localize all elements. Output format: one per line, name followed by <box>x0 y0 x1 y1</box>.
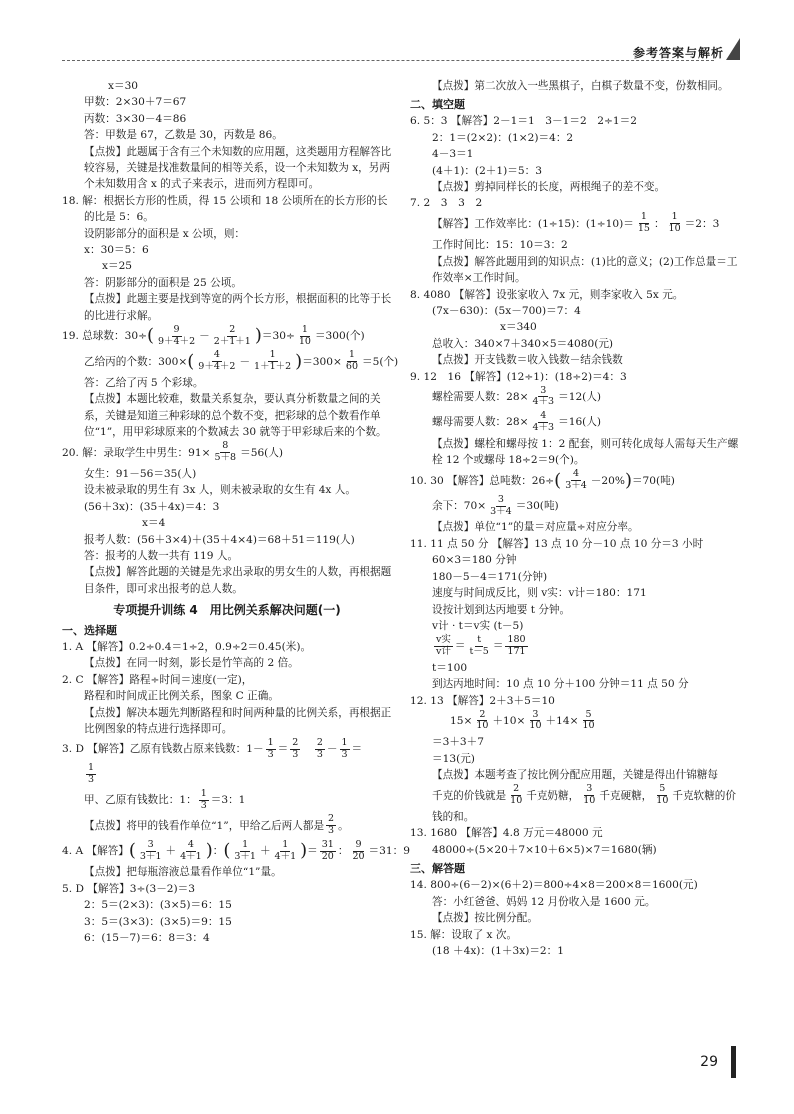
left-column <box>62 78 410 946</box>
header-rule <box>62 60 714 61</box>
numerator: 8 <box>222 440 229 452</box>
question-3-result <box>62 763 392 788</box>
question-10-total <box>410 469 740 494</box>
operator: － <box>199 330 210 343</box>
denominator: 4＋1 <box>274 850 297 862</box>
fraction <box>508 784 524 807</box>
formula-text: 3. D 【解答】乙原有钱数占原来钱数：1－ <box>62 743 264 756</box>
text-line: 【点拨】剪掉同样长的长度，两根绳子的差不变。 <box>432 181 666 194</box>
text-line: 5. D 【解答】3÷(3－2)＝3 <box>62 882 196 895</box>
text-line: (7x－630)：(5x－700)＝7：4 <box>432 304 581 317</box>
numerator: 3 <box>147 838 154 850</box>
denominator: 1＋1＋2 <box>254 361 292 373</box>
text-line: 答：甲数是 67，乙数是 30，丙数是 86。 <box>84 129 283 142</box>
fraction <box>667 212 683 235</box>
text-line: x：30＝5：6 <box>84 244 149 257</box>
formula-text: 乙给丙的个数：300× <box>84 355 188 368</box>
paren-close: ) <box>300 840 308 861</box>
fraction <box>273 840 299 863</box>
text-line: 设未被录取的男生有 3x 人，则未被录取的女生有 4x 人。 <box>84 484 356 497</box>
right-column <box>410 78 740 959</box>
paren-open: ( <box>128 840 136 861</box>
text-line: ＝3＋3＋7 <box>432 736 485 749</box>
text-line: x＝4 <box>142 517 166 530</box>
numerator: 1 <box>269 349 276 361</box>
formula-text: ＝31：9 <box>368 845 410 857</box>
fraction <box>505 635 527 658</box>
numerator: 1 <box>88 762 95 774</box>
operator: ＋ <box>165 845 177 857</box>
text-line: x＝340 <box>500 321 537 334</box>
denominator: 9＋4＋2 <box>198 361 236 373</box>
text-line: 【点拨】按比例分配。 <box>432 912 538 925</box>
text-line: 【点拨】把每瓶溶液总量看作单位“1”量。 <box>84 866 282 879</box>
text-line: 女生：91－56＝35(人) <box>84 467 197 480</box>
fraction <box>563 469 589 492</box>
text-line: 工作时间比：15：10＝3：2 <box>432 239 568 252</box>
numerator: 5 <box>585 708 592 720</box>
question-3 <box>62 737 392 762</box>
question-3-hint <box>62 814 392 839</box>
fraction <box>315 738 325 761</box>
numerator: 3 <box>532 708 539 720</box>
fraction <box>232 840 258 863</box>
text-line: (56＋3x)：(35＋4x)＝4：3 <box>84 500 220 513</box>
fraction <box>580 710 596 733</box>
fraction <box>290 738 300 761</box>
operator: ＝ <box>277 743 289 756</box>
formula-text: ＝70(吨) <box>631 474 675 487</box>
text-line: 11. 11 点 50 分 【解答】13 点 10 分－10 点 10 分＝3 小时 <box>410 537 704 550</box>
formula-text: ＝56(人) <box>240 446 284 459</box>
text-line: 7. 2 3 3 2 <box>410 197 483 210</box>
denominator: 4＋1 <box>180 850 202 862</box>
text-line: 1. A 【解答】0.2÷0.4＝1÷2，0.9÷2＝0.45(米)。 <box>62 640 312 653</box>
text-line: 12. 13 【解答】2＋3＋5＝10 <box>410 694 555 707</box>
text-line: 15. 解：设取了 x 次。 <box>410 928 518 941</box>
operator: ＝ <box>307 845 318 857</box>
header-title: 参考答案与解析 <box>632 46 724 60</box>
text-line: 2：1＝(2×2)：(1×2)＝4：2 <box>432 131 574 144</box>
text-line: 答：小红爸爸、妈妈 12 月份收入是 1600 元。 <box>432 895 656 908</box>
page-bar <box>731 1046 736 1078</box>
fraction <box>266 738 276 761</box>
denominator: 3＋1 <box>234 850 256 862</box>
text-line: 6：(15－7)＝6：8＝3：4 <box>84 932 210 945</box>
denominator: 3＋4 <box>565 480 587 492</box>
numerator: 1 <box>242 838 249 850</box>
numerator: 4 <box>213 349 220 361</box>
operator: ： <box>653 217 665 230</box>
operator: － <box>239 355 251 368</box>
numerator: 2 <box>229 323 236 335</box>
text-line: 8. 4080 【解答】设张家收入 7x 元，则李家收入 5x 元。 <box>410 288 684 301</box>
question-12-hint <box>410 784 740 809</box>
formula-text: －20% <box>590 474 625 487</box>
numerator: 1 <box>341 736 348 748</box>
formula-text: 千克奶糖， <box>526 789 580 802</box>
text-line: 【点拨】在同一时刻，影长是竹竿高的 2 倍。 <box>84 657 299 670</box>
numerator: 2 <box>479 708 486 720</box>
question-9-nuts <box>410 410 740 435</box>
numerator: 31 <box>321 838 334 850</box>
paren-open: ( <box>146 325 154 347</box>
text-line: 13. 1680 【解答】4.8 万元＝48000 元 <box>410 827 603 840</box>
denominator: 3 <box>88 774 95 786</box>
text-line: 【点拨】本题考查了按比例分配应用题，关键是得出什锦糖每 <box>432 769 719 782</box>
fraction <box>212 325 253 348</box>
formula-text: ＝16(人) <box>558 416 602 429</box>
formula-text: ＝30(吨) <box>515 500 559 513</box>
denominator: 3 <box>341 748 348 760</box>
paren-close: ) <box>295 350 303 372</box>
question-18: 18. 解：根据长方形的性质，得 15 公顷和 18 公顷所在的长方形的长的比是 5：6。 <box>62 194 388 224</box>
section-title: 专项提升训练 4 用比例关系解决问题(一) <box>113 603 341 618</box>
heading-fill: 二、填空题 <box>410 98 465 112</box>
text-line: 设阴影部分的面积是 x 公顷，则： <box>84 227 246 240</box>
formula-text: ＝300× <box>302 355 342 368</box>
text-line: t＝100 <box>432 661 468 674</box>
text-line: 3：5＝(3×3)：(3×5)＝9：15 <box>84 915 232 928</box>
paren-close: ) <box>205 840 213 861</box>
denominator: 15 <box>637 223 650 235</box>
numerator: 5 <box>659 783 666 795</box>
text-line: 报考人数：(56＋3×4)＋(35＋4×4)＝68＋51＝119(人) <box>84 533 355 546</box>
formula-text: 10. 30 【解答】总吨数：26÷ <box>410 474 555 487</box>
formula-text: 甲、乙原有钱数比：1： <box>84 794 197 807</box>
denominator: 9＋4＋2 <box>157 335 196 347</box>
fraction <box>213 441 239 464</box>
fraction <box>474 710 490 733</box>
formula-text: ＝2：3 <box>684 217 720 230</box>
numerator: 2 <box>513 783 520 795</box>
text-line: 丙数：3×30－4＝86 <box>84 112 187 125</box>
denominator: 60 <box>345 361 358 373</box>
denominator: 20 <box>321 850 334 862</box>
numerator: 1 <box>640 211 647 223</box>
fraction <box>636 212 652 235</box>
question-9-bolts <box>410 385 740 410</box>
fraction <box>199 789 209 812</box>
paren-open: ( <box>223 840 231 861</box>
fraction <box>350 840 366 863</box>
text-line: ＝13(元) <box>432 752 475 765</box>
numerator: 4 <box>540 409 547 421</box>
hint-paragraph: 【点拨】本题比较难，数量关系复杂，要认真分析数量之间的关系，关键是知道三种彩球的总个数不变，把彩球的总个数看作单位“1”，用甲彩球原来的个数减去 30 就等于甲彩球后来的个数。 <box>84 393 387 439</box>
formula-text: ＝300(个) <box>314 330 365 343</box>
heading-choice: 一、选择题 <box>62 623 117 637</box>
paren-open: ( <box>187 350 195 372</box>
numerator: 1 <box>348 349 355 361</box>
numerator: v实 <box>436 633 451 645</box>
numerator: 3 <box>540 384 547 396</box>
text-line: 甲数：2×30＋7＝67 <box>84 96 187 109</box>
formula-text: 螺栓需要人数：28× <box>432 390 529 403</box>
question-7-efficiency <box>410 212 740 237</box>
denominator: 4＋3 <box>532 396 555 408</box>
fraction <box>138 840 164 863</box>
fraction <box>320 840 336 863</box>
formula-text: ＝12(人) <box>558 390 602 403</box>
question-4 <box>62 838 410 864</box>
denominator: 10 <box>510 795 523 807</box>
text-line: x＝25 <box>102 260 133 273</box>
operator: ＝ <box>492 640 504 653</box>
fraction <box>434 635 453 658</box>
paren-close: ) <box>254 325 262 347</box>
formula-text: ＝3：1 <box>210 794 246 807</box>
text-line: 答：乙给了丙 5 个彩球。 <box>84 376 204 389</box>
denominator: 20 <box>352 850 365 862</box>
text-line: 180－5－4＝171(分钟) <box>432 570 548 583</box>
text-line: 2. C 【解答】路程÷时间＝速度(一定)， <box>62 673 253 686</box>
formula-text: 千克的价钱就是 <box>432 789 507 802</box>
fraction <box>654 784 670 807</box>
operator: ＝ <box>454 640 466 653</box>
numerator: 1 <box>282 838 289 850</box>
fraction <box>488 495 514 518</box>
fraction <box>86 763 96 786</box>
operator: － <box>326 743 338 756</box>
denominator: 4＋3 <box>532 421 555 433</box>
denominator: t－5 <box>469 645 489 657</box>
denominator: 2＋1＋1 <box>213 335 251 347</box>
numerator: 180 <box>507 633 526 645</box>
question-11-proportion <box>410 634 740 659</box>
formula-text: 。 <box>338 819 349 832</box>
operator: ： <box>337 845 349 857</box>
denominator: 3 <box>316 748 323 760</box>
denominator: 3 <box>328 825 335 837</box>
denominator: 171 <box>507 645 526 657</box>
text-line: 路程和时间成正比例关系，图象 C 正确。 <box>84 690 279 703</box>
text-line: 到达丙地时间：10 点 10 分＋100 分钟＝11 点 50 分 <box>432 678 689 691</box>
text-line: 总收入：340×7＋340×5＝4080(元) <box>432 337 614 350</box>
fraction <box>531 411 557 434</box>
question-10-rest <box>410 494 740 519</box>
text-line: 设按计划到达丙地要 t 分钟。 <box>432 603 571 616</box>
fraction <box>581 784 597 807</box>
numerator: 1 <box>301 323 308 335</box>
formula-text: 【点拨】将甲的钱看作单位“1”，甲给乙后两人都是 <box>84 819 325 832</box>
numerator: 1 <box>200 787 207 799</box>
fraction <box>252 350 293 373</box>
fraction <box>297 325 313 348</box>
formula-text: 螺母需要人数：28× <box>432 416 529 429</box>
text-line: x＝30 <box>108 80 139 92</box>
formula-text: ＋10× <box>492 714 526 727</box>
question-20 <box>62 441 392 466</box>
text-line: v计 · t＝v实 (t－5) <box>432 619 524 632</box>
formula-text: 20. 解：录取学生中男生：91× <box>62 446 211 459</box>
text-line: (18 ＋4x)：(1＋3x)＝2：1 <box>432 944 564 957</box>
numerator: 2 <box>316 736 323 748</box>
fraction <box>178 840 204 863</box>
question-3-ratio <box>62 788 392 813</box>
denominator: 10 <box>583 795 596 807</box>
numerator: t <box>477 633 482 645</box>
formula-text: ＝30÷ <box>261 330 295 343</box>
hint-paragraph: 【点拨】此题主要是找到等宽的两个长方形，根据面积的比等于长的比进行求解。 <box>84 293 392 322</box>
hint-paragraph: 【点拨】此题属于含有三个未知数的应用题，这类题用方程解答比较容易，关键是找准数量间的相等关系，设一个未知数为 x，另两个未知数用含 x 的式子来表示，进而列方程即可。 <box>84 145 392 191</box>
formula-text: 15× <box>450 714 473 727</box>
text-line: 答：阴影部分的面积是 25 公顷。 <box>84 276 242 289</box>
paren-close: ) <box>624 469 632 491</box>
fraction <box>156 325 197 348</box>
numerator: 3 <box>586 783 593 795</box>
text-line: 答：报考的人数一共有 119 人。 <box>84 550 239 563</box>
formula-text: 【解答】工作效率比：(1÷15)：(1÷10)＝ <box>432 217 634 230</box>
fraction <box>340 738 350 761</box>
operator: ＝ <box>351 743 363 756</box>
numerator: 2 <box>292 736 299 748</box>
text-line: 【点拨】开支钱数＝收入钱数－结余钱数 <box>432 354 623 367</box>
text-line: 14. 800÷(6－2)×(6＋2)＝800÷4×8＝200×8＝1600(元) <box>410 879 698 892</box>
text-line: 钱的和。 <box>432 811 475 824</box>
denominator: 10 <box>582 720 595 732</box>
formula-text: ＝5(个) <box>362 355 399 368</box>
fraction <box>326 814 336 837</box>
text-line: (4＋1)：(2＋1)＝5：3 <box>432 164 542 177</box>
heading-solve: 三、解答题 <box>410 862 465 876</box>
numerator: 3 <box>497 493 504 505</box>
fraction <box>344 350 360 373</box>
page-number: 29 <box>700 1054 718 1070</box>
numerator: 2 <box>328 813 335 825</box>
operator: ＋ <box>259 845 271 857</box>
text-line: 速度与时间成反比，则 v实：v计＝180：171 <box>432 587 647 600</box>
spacer <box>302 743 313 755</box>
hint-paragraph: 【点拨】解答此题用到的知识点：(1)比的意义；(2)工作总量＝工作效率×工作时间。 <box>432 255 738 285</box>
denominator: 10 <box>656 795 669 807</box>
denominator: 3 <box>292 748 299 760</box>
text-line: 60×3＝180 分钟 <box>432 554 517 567</box>
question-12-price <box>410 709 740 734</box>
paren-open: ( <box>554 469 562 491</box>
text-line: 48000÷(5×20＋7×10＋6×5)×7＝1680(辆) <box>432 843 657 856</box>
hint-paragraph: 【点拨】解决本题先判断路程和时间两种量的比例关系，再根据正比例图象的特点进行选择即可。 <box>84 706 392 735</box>
operator: ： <box>212 845 224 857</box>
hint-paragraph: 【点拨】螺栓和螺母按 1：2 配套，则可转化成每人需每天生产螺栓 12 个或螺母 18÷2＝9(个)。 <box>432 437 739 467</box>
fraction <box>527 710 543 733</box>
denominator: 3 <box>267 748 274 760</box>
denominator: 10 <box>298 335 311 347</box>
denominator: 3＋1 <box>139 850 162 862</box>
numerator: 4 <box>572 468 580 480</box>
formula-text: 19. 总球数：30÷ <box>62 330 147 343</box>
text-line: 4－3＝1 <box>432 148 474 161</box>
formula-text: 千克硬糖， <box>599 789 653 802</box>
fraction <box>467 635 490 658</box>
formula-text: ＋14× <box>545 714 579 727</box>
text-line: 【点拨】单位“1”的量＝对应量÷对应分率。 <box>432 521 639 534</box>
denominator: 10 <box>476 720 489 732</box>
text-line: 2：5＝(2×3)：(3×5)＝6：15 <box>84 899 232 912</box>
hint-paragraph: 【点拨】第二次放入一些黑棋子，白棋子数量不变，份数相同。 <box>432 80 729 92</box>
formula-text: 4. A 【解答】 <box>62 845 129 857</box>
denominator: 10 <box>668 223 681 235</box>
numerator: 1 <box>671 211 678 223</box>
formula-text: 千克软糖的价 <box>672 789 736 802</box>
denominator: 5＋8 <box>214 452 237 464</box>
fraction <box>196 350 237 373</box>
formula-text: 余下：70× <box>432 500 487 513</box>
numerator: 9 <box>355 838 362 850</box>
numerator: 1 <box>267 736 274 748</box>
denominator: 3 <box>200 799 207 811</box>
fraction <box>531 386 557 409</box>
question-19-transfer <box>62 349 399 375</box>
text-line: 6. 5：3 【解答】2－1＝1 3－1＝2 2÷1＝2 <box>410 115 637 128</box>
hint-paragraph: 【点拨】解答此题的关键是先求出录取的男女生的人数，再根据题目条件，即可求出报考的总人数。 <box>84 566 392 595</box>
denominator: 10 <box>529 720 542 732</box>
numerator: 9 <box>173 323 180 335</box>
question-19-total <box>62 324 392 349</box>
denominator: v计 <box>436 645 451 657</box>
numerator: 4 <box>187 838 194 850</box>
text-line: 9. 12 16 【解答】(12÷1)：(18÷2)＝4：3 <box>410 370 627 383</box>
denominator: 3＋4 <box>490 505 512 517</box>
header-corner-icon <box>726 38 740 60</box>
